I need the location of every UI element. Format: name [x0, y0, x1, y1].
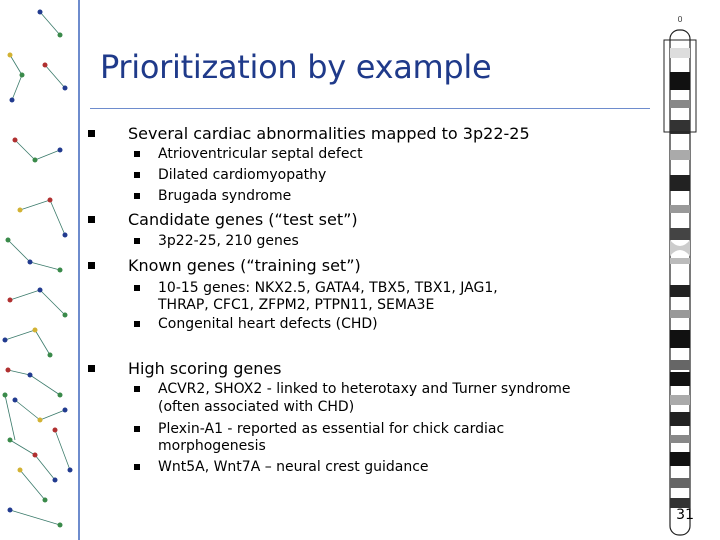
bullet-marker — [134, 151, 140, 157]
bullet-marker — [88, 262, 95, 269]
sub-bullet-text: Atrioventricular septal defect — [158, 146, 363, 162]
page-title: Prioritization by example — [100, 48, 492, 86]
bullet-marker — [134, 172, 140, 178]
vertical-rule — [78, 0, 80, 540]
bullet-marker — [88, 216, 95, 223]
page-number: 31 — [676, 507, 694, 523]
bullet-marker — [134, 464, 140, 470]
sub-bullet-text: 10-15 genes: NKX2.5, GATA4, TBX5, TBX1, JAG1, — [158, 280, 498, 296]
sub-bullet-text: ACVR2, SHOX2 - linked to heterotaxy and Turner syndrome — [158, 381, 571, 397]
sub-bullet-text: Plexin-A1 - reported as essential for chick cardiac — [158, 421, 505, 437]
bullet-marker — [134, 386, 140, 392]
bullet-marker — [134, 193, 140, 199]
bullet-marker — [134, 426, 140, 432]
bullet-marker — [134, 285, 140, 291]
bullet-text: Several cardiac abnormalities mapped to 3p22-25 — [128, 124, 530, 143]
sub-bullet-text: (often associated with CHD) — [158, 399, 355, 415]
sub-bullet-text: Brugada syndrome — [158, 188, 292, 204]
bullet-text: High scoring genes — [128, 359, 282, 378]
sub-bullet-text: THRAP, CFC1, ZFPM2, PTPN11, SEMA3E — [158, 297, 435, 313]
chromosome-label: 0 — [677, 15, 683, 24]
bullet-marker — [134, 321, 140, 327]
sub-bullet-text: 3p22-25, 210 genes — [158, 233, 299, 249]
bullet-text: Known genes (“training set”) — [128, 256, 361, 275]
bullet-marker — [134, 238, 140, 244]
bullet-marker — [88, 365, 95, 372]
chromosome-ideogram — [660, 0, 700, 540]
sub-bullet-text: Wnt5A, Wnt7A – neural crest guidance — [158, 459, 429, 475]
sub-bullet-text: morphogenesis — [158, 438, 266, 454]
bullet-text: Candidate genes (“test set”) — [128, 210, 358, 229]
network-graph-decoration — [0, 0, 78, 540]
title-underline — [90, 108, 650, 109]
sub-bullet-text: Dilated cardiomyopathy — [158, 167, 327, 183]
bullet-marker — [88, 130, 95, 137]
sub-bullet-text: Congenital heart defects (CHD) — [158, 316, 378, 332]
